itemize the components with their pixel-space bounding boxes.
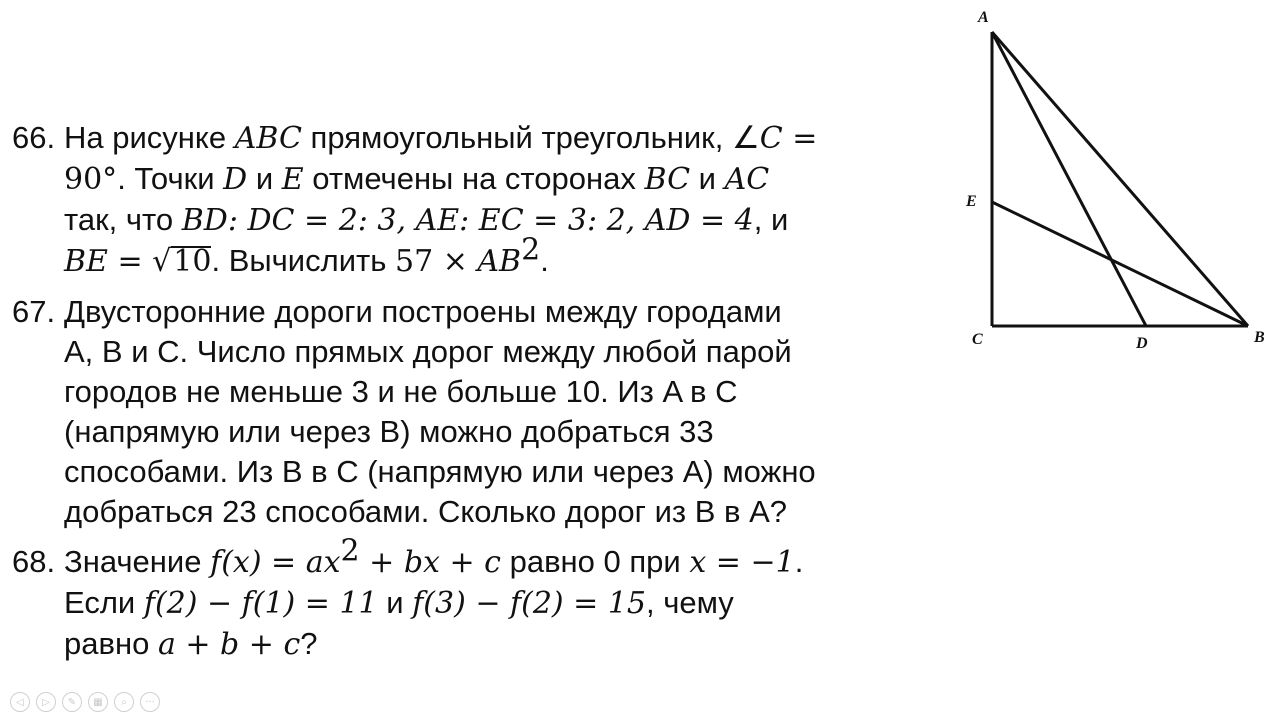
point-label-d: D	[1136, 335, 1148, 352]
text: На рисунке	[64, 120, 235, 155]
math: 2	[340, 533, 360, 569]
text: . Вычислить	[211, 243, 395, 278]
math: a + b + c	[157, 627, 301, 662]
math: BC	[644, 162, 691, 197]
slideshow-toolbar	[10, 692, 160, 716]
text: .	[540, 243, 549, 278]
problem-line: Двусторонние дороги построены между городами	[64, 294, 782, 329]
problem-66	[12, 118, 912, 282]
problem-line	[64, 583, 912, 624]
zoom-icon[interactable]: ⌕	[114, 692, 134, 712]
problem-line: A, B и C. Число прямых дорог между любой парой	[64, 334, 792, 369]
math: + bx + c	[359, 545, 501, 580]
text: и	[377, 585, 413, 620]
vertex-label-b: B	[1254, 329, 1265, 346]
problem-number: 66.	[12, 120, 56, 155]
side-ab	[992, 32, 1248, 326]
math: 57 ×	[395, 244, 478, 279]
text: и	[247, 161, 282, 196]
problem-line: способами. Из B в C (напрямую или через A) можно	[64, 454, 816, 489]
text: и	[690, 161, 725, 196]
math: f(x) = ax	[210, 545, 341, 580]
math: = √	[107, 244, 172, 279]
text: отмечены на сторонах	[303, 161, 645, 196]
vertex-label-a: A	[978, 9, 989, 26]
segment-be	[992, 202, 1248, 326]
next-icon[interactable]: ▷	[36, 692, 56, 712]
math: f(3) − f(2) = 15	[412, 586, 646, 621]
text: ?	[300, 626, 318, 661]
problem-line	[64, 624, 912, 665]
problem-list	[12, 118, 912, 675]
text: .	[794, 544, 804, 579]
math: f(2) − f(1) = 11	[143, 586, 378, 621]
problem-line: добраться 23 способами. Сколько дорог из B в A?	[64, 494, 788, 529]
text: Значение	[64, 544, 211, 579]
problem-line	[64, 118, 912, 159]
prev-icon[interactable]: ◁	[10, 692, 30, 712]
math: E	[281, 162, 304, 197]
math: BD: DC = 2: 3, AE: EC = 3: 2, AD = 4	[181, 203, 754, 238]
math: x = −1	[689, 545, 795, 580]
pen-icon[interactable]: ✎	[62, 692, 82, 712]
text: прямоугольный треугольник, ∠	[301, 120, 760, 155]
math: 2	[521, 232, 541, 268]
problem-68	[12, 533, 912, 665]
math: BE	[64, 244, 108, 279]
segment-ad	[992, 32, 1146, 326]
problem-line	[64, 232, 912, 282]
math: 90°	[64, 162, 118, 197]
triangle-figure	[960, 0, 1280, 370]
math: 10	[173, 244, 212, 279]
problem-line: (напрямую или через B) можно добраться 33	[64, 414, 714, 449]
problem-67	[12, 292, 912, 532]
math: =	[782, 121, 818, 156]
text: так, что	[64, 202, 182, 237]
math: AB	[477, 244, 522, 279]
text: равно	[64, 626, 158, 661]
math: C	[759, 121, 783, 156]
problem-line	[64, 533, 912, 583]
math: D	[223, 162, 248, 197]
problem-line: городов не меньше 3 и не больше 10. Из A в C	[64, 374, 738, 409]
problem-line	[64, 159, 912, 200]
math: AC	[724, 162, 770, 197]
more-icon[interactable]: ···	[140, 692, 160, 712]
problem-number: 68.	[12, 544, 56, 579]
point-label-e: E	[966, 193, 977, 210]
text: , и	[753, 202, 789, 237]
slides-icon[interactable]: ▦	[88, 692, 108, 712]
text: равно 0 при	[500, 544, 690, 579]
text: . Точки	[117, 161, 224, 196]
vertex-label-c: C	[972, 331, 983, 348]
triangle-diagram	[960, 0, 1280, 370]
text: , чему	[646, 585, 734, 620]
text: Если	[64, 585, 144, 620]
problem-line	[64, 200, 912, 241]
math: ABC	[234, 121, 302, 156]
problem-number: 67.	[12, 294, 56, 329]
